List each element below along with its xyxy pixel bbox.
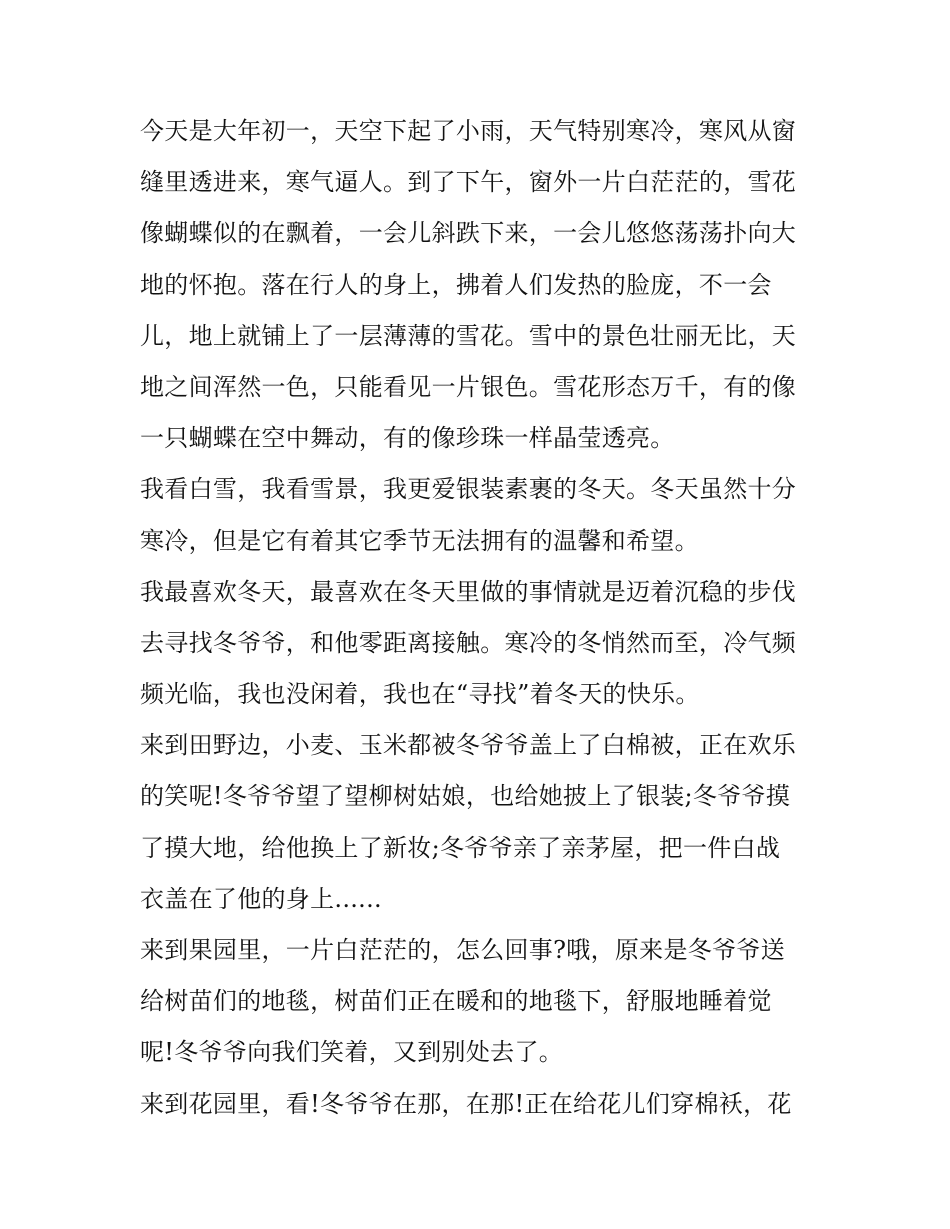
text-line: 来到田野边，小麦、玉米都被冬爷爷盖上了白棉被，正在欢乐 [140,731,797,760]
text-line: 给树苗们的地毯，树苗们正在暖和的地毯下，舒服地睡着觉 [140,987,772,1016]
text-line: 去寻找冬爷爷，和他零距离接触。寒冷的冬悄然而至，冷气频 [140,628,797,657]
text-line: 今天是大年初一，天空下起了小雨，天气特别寒冷，寒风从窗 [140,117,797,145]
text-line: 了摸大地，给他换上了新妆;冬爷爷亲了亲茅屋，把一件白战 [140,833,781,862]
text-line: 的笑呢!冬爷爷望了望柳树姑娘，也给她披上了银装;冬爷爷摸 [140,782,791,811]
text-line: 来到花园里，看!冬爷爷在那，在那!正在给花儿们穿棉袄，花 [140,1089,792,1118]
text-line: 来到果园里，一片白茫茫的，怎么回事?哦，原来是冬爷爷送 [140,936,785,964]
text-line: 缝里透进来，寒气逼人。到了下午，窗外一片白茫茫的，雪花 [140,168,797,197]
text-line: 儿，地上就铺上了一层薄薄的雪花。雪中的景色壮丽无比，天 [140,321,797,350]
text-line: 我最喜欢冬天，最喜欢在冬天里做的事情就是迈着沉稳的步伐 [140,577,797,606]
text-line: 呢!冬爷爷向我们笑着，又到别处去了。 [140,1038,564,1067]
text-line: 像蝴蝶似的在飘着，一会儿斜跌下来，一会儿悠悠荡荡扑向大 [140,219,797,248]
text-line: 地之间浑然一色，只能看见一片银色。雪花形态万千，有的像 [140,372,797,401]
essay-text [140,106,820,1130]
text-line: 衣盖在了他的身上...... [140,884,382,913]
text-line: 我看白雪，我看雪景，我更爱银装素裹的冬天。冬天虽然十分 [140,475,797,504]
text-line: 地的怀抱。落在行人的身上，拂着人们发热的脸庞，不一会 [140,270,772,299]
text-line: 一只蝴蝶在空中舞动，有的像珍珠一样晶莹透亮。 [140,424,675,453]
text-line: 频光临，我也没闲着，我也在“寻找”着冬天的快乐。 [140,680,700,709]
text-line: 寒冷，但是它有着其它季节无法拥有的温馨和希望。 [140,526,699,555]
